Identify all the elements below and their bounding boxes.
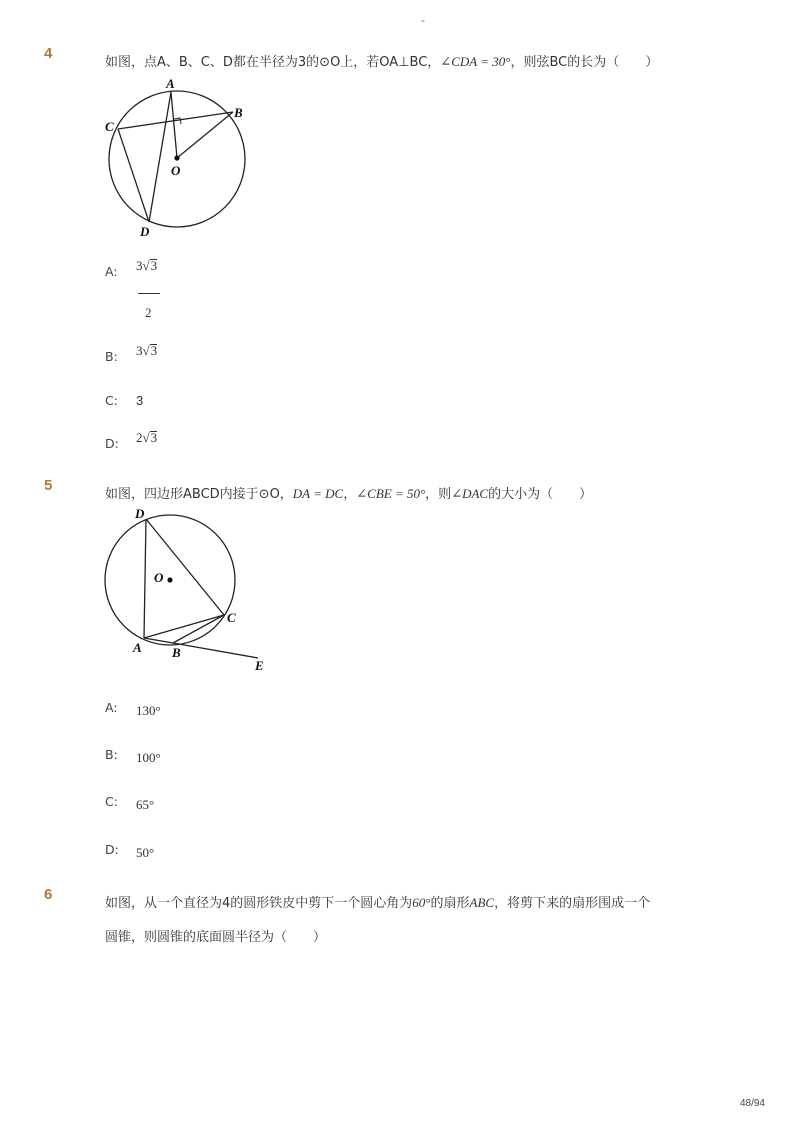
option-label: C: [105,393,118,408]
radicand: 3 [150,430,158,445]
question-text-part: ，则弦BC的长为（ ） [510,55,659,70]
option-label: C: [105,794,118,809]
figure-line [144,638,173,643]
question-text [105,51,658,70]
sqrt-sign: √ [142,430,150,445]
math-expression: DA = DC [292,486,344,501]
option-value[interactable]: 130° [136,703,161,718]
math-expression: ∠CDA = 30° [440,54,511,69]
coefficient: 3 [136,343,143,358]
option-value[interactable] [136,430,157,446]
figure-label: D [135,506,145,521]
question-text-part: 如图，从一个直径为4的圆形铁皮中剪下一个圆心角为 [105,896,413,911]
figure-label: O [154,570,164,585]
question-text-part: 的扇形 [430,896,470,911]
figure-line [171,92,177,158]
coefficient: 2 [136,430,143,445]
option-label: A: [105,700,118,715]
fraction-bar [138,293,160,294]
coefficient: 3 [136,258,143,273]
denominator: 2 [145,305,152,320]
option-value[interactable] [136,258,157,274]
option-value[interactable]: 65° [136,797,155,812]
math-expression: 60° [412,895,431,910]
option-label: B: [105,747,118,762]
question-text: 圆锥，则圆锥的底面圆半径为（ ） [105,930,327,945]
option-label: D: [105,842,119,857]
figure-line [118,129,149,222]
center-point [167,577,172,582]
figure-label: A [133,640,142,655]
math-expression: ABC [469,895,495,910]
figure-label: B [234,105,243,120]
sqrt-sign: √ [142,343,150,358]
option-label: B: [105,349,118,364]
question-text-part: ，将剪下来的扇形围成一个 [494,896,651,911]
option-value[interactable]: 50° [136,845,155,860]
option-label: D: [105,436,119,451]
figure-label: B [172,645,181,660]
sqrt-sign: √ [142,258,150,273]
center-point [174,155,179,160]
question-text-part: 如图，四边形ABCD内接于⊙O， [105,487,293,502]
option-label: A: [105,264,118,279]
math-expression: ∠CBE = 50° [356,486,426,501]
page-number: 48/94 [739,1098,765,1109]
figure-label: E [255,658,264,673]
question-number: 4 [44,45,53,62]
question-figure [100,72,260,242]
figure-label: D [140,224,150,239]
figure-label: A [166,76,175,91]
question-figure [100,503,275,678]
question-text-part: ，则 [425,487,452,502]
figure-line [173,643,258,658]
figure-label: C [227,610,236,625]
radicand: 3 [150,343,158,358]
question-number: 6 [44,886,53,903]
question-number: 5 [44,477,53,494]
figure-line [149,92,171,222]
top-mark: - [421,14,425,27]
option-value[interactable]: 3 [136,393,144,408]
radicand: 3 [150,258,158,273]
question-text-part: ， [343,487,357,502]
question-text-part: 如图，点A、B、C、D都在半径为3的⊙O上，若OA⊥BC， [105,55,441,70]
math-expression: ∠DAC [451,486,489,501]
figure-line [144,615,224,638]
figure-label: O [171,163,181,178]
figure-line [144,519,146,638]
figure-line [146,519,224,615]
option-value[interactable] [136,343,157,359]
option-value[interactable]: 100° [136,750,161,765]
question-text-part: 的大小为（ ） [488,487,593,502]
figure-label: C [105,119,114,134]
question-text [105,483,592,502]
question-text [105,892,650,911]
